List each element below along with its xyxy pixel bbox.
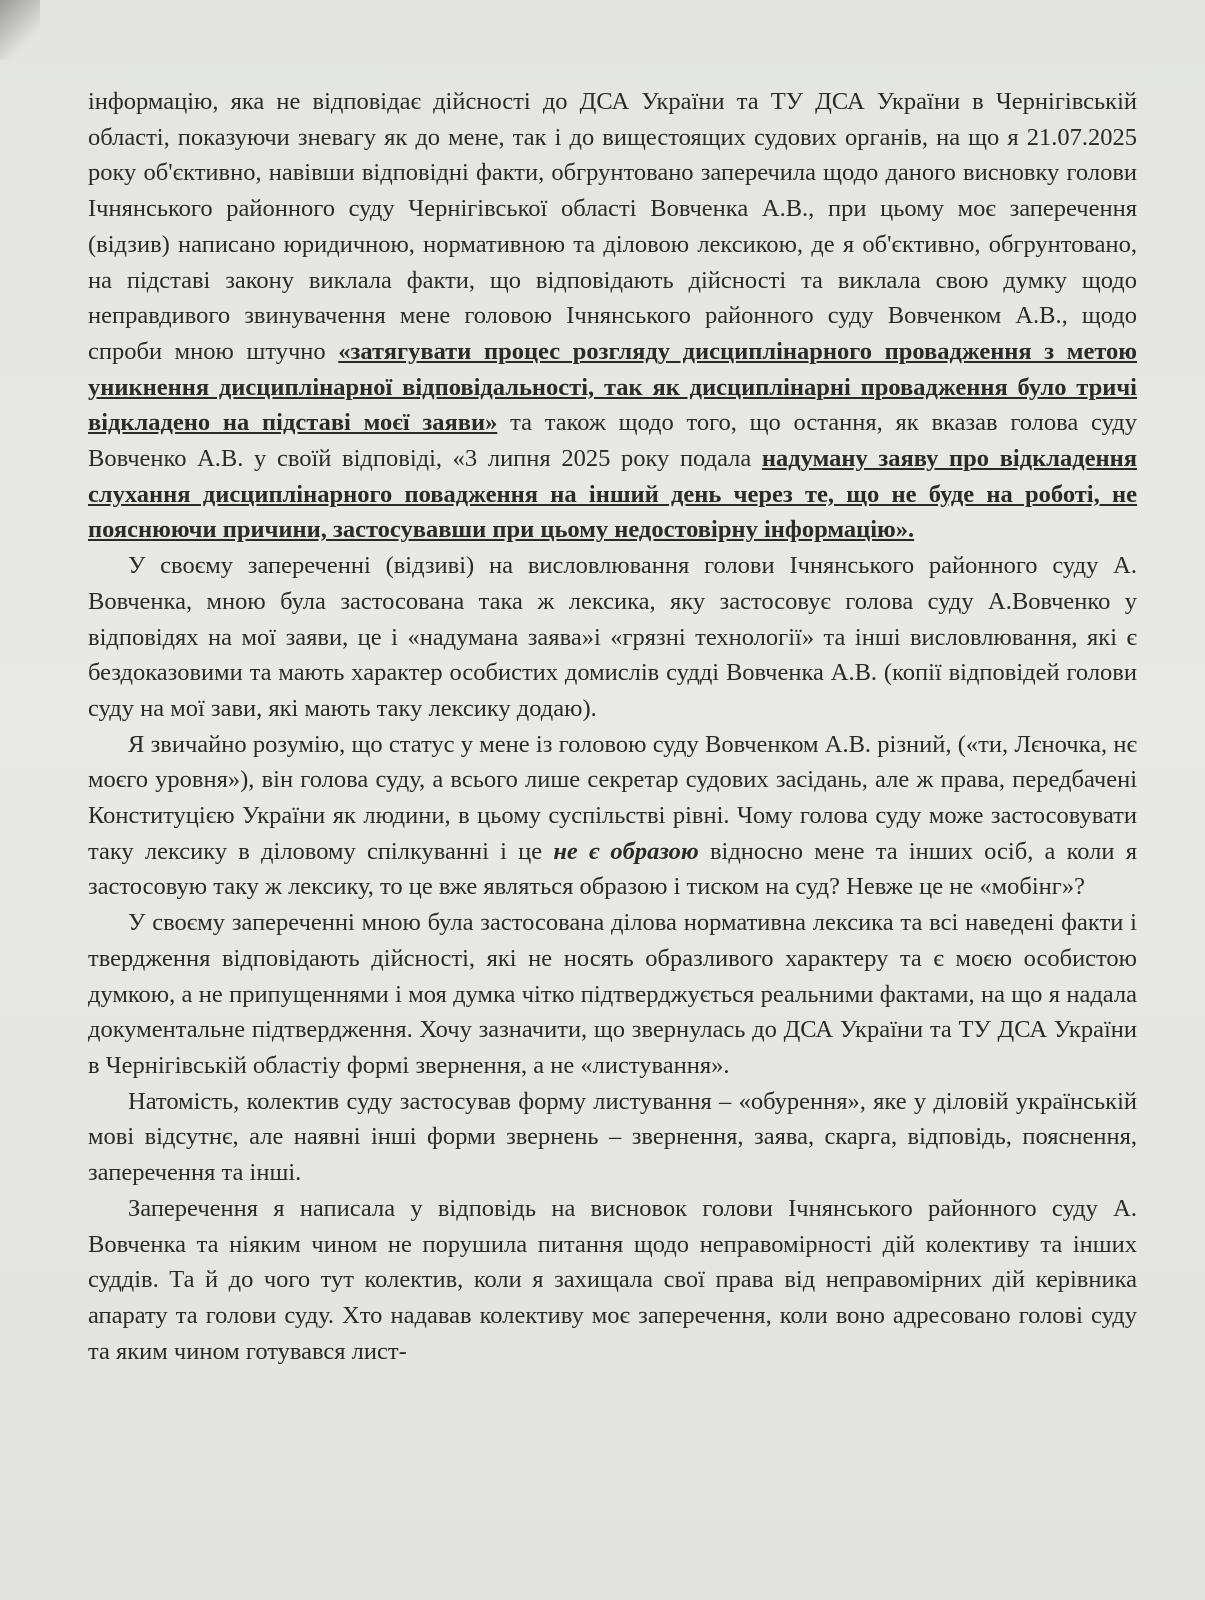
paragraph-5: Натомість, колектив суду застосував форму листування – «обурення», яке у діловій українській мові відсутнє, але наявні інші форми звернень – звернення, заява, скарга, відповідь, пояснення, заперечення та інші.	[88, 1087, 1137, 1187]
paragraph-1-text-b: та також щодо того, що остання, як вказав голова суду Вовченко А.В. у своїй відповіді, «3 липня 2025 року подала	[88, 409, 1138, 473]
paragraph-4: У своєму запереченні мною була застосована ділова нормативна лексика та всі наведені факти і твердження відповідають дійсності, які не носять образливого характеру та є моєю особистою думкою, а не припущеннями і моя думка чітко підтверджується реальними фактами, на що я надала документальне підтвердження. Хочу зазначити, що звернулась до ДСА України та ТУ ДСА України в Чернігівській областіу формі звернення, а не «листування».	[88, 909, 1137, 1079]
quote-underlined-1: «затягувати процес розгляду дисциплінарного провадження з метою уникнення дисциплінарної відповідальності, так як дисциплінарні провадження було тричі відкладено на підставі моєї заяви»	[88, 337, 1138, 437]
paragraph-3-text-a: Я звичайно розумію, що статус у мене із головою суду Вовченком А.В. різний, («ти, Лєночка, нє моєго уровня»), він голова суду, а всього лише секретар судових засідань, але ж права, передбачені Конституцією України як людини, в цьому суспільстві рівні. Чому голова суду може застосовувати таку лексику в діловому спілкуванні і це	[88, 730, 1137, 865]
paragraph-3-text-b: відносно мене та інших осіб, а коли я застосовую таку ж лексику, то це вже являться образою і тиском на суд? Невже це не «мобінг»?	[88, 837, 1137, 901]
emphasis-not-insult: не є образою	[553, 837, 699, 865]
quote-underlined-2: надуману заяву про відкладення слухання дисциплінарного повадження на інший день через те, що не буде на роботі, не пояснюючи причини, застосувавши при цьому недостовірну інформацію».	[88, 445, 1138, 544]
paragraph-2: У своєму запереченні (відзиві) на висловлювання голови Ічнянського районного суду А. Вовченка, мною була застосована така ж лексика, яку застосовує голова суду А.Вовченко у відповідях на мої заяви, це і «надумана заява»і «грязні технології» та інші висловлювання, які є бездоказовими та мають характер особистих домислів судді Вовченка А.В. (копії відповідей голови суду на мої зави, які мають таку лексику додаю).	[88, 552, 1137, 722]
paragraph-3	[88, 727, 1137, 906]
paragraph-1-text-a: інформацію, яка не відповідає дійсності до ДСА України та ТУ ДСА України в Чернігівській області, показуючи зневагу як до мене, так і до вищестоящих судових органів, на що я 21.07.2025 року об'єктивно, навівши відповідні факти, обгрунтовано заперечила щодо даного висновку голови Ічнянського районного суду Чернігівської області Вовченка А.В., при цьому моє заперечення (відзив) написано юридичною, нормативною та діловою лексикою, де я об'єктивно, обгрунтовано, на підставі закону виклала факти, що відповідають дійсності та виклала свою думку щодо неправдивого звинувачення мене головою Ічнянського районного суду Вовченком А.В., щодо спроби мною штучно	[88, 88, 1137, 365]
page-fold-shadow	[0, 0, 40, 60]
paragraph-1	[88, 84, 1137, 548]
paragraph-6: Заперечення я написала у відповідь на висновок голови Ічнянського районного суду А. Вовченка та ніяким чином не порушила питання щодо неправомірності дій колективу та інших суддів. Та й до чого тут колектив, коли я захищала свої права від неправомірних дій керівника апарату та голови суду. Хто надавав колективу моє заперечення, коли воно адресовано голові суду та яким чином готувався лист-	[88, 1194, 1137, 1365]
